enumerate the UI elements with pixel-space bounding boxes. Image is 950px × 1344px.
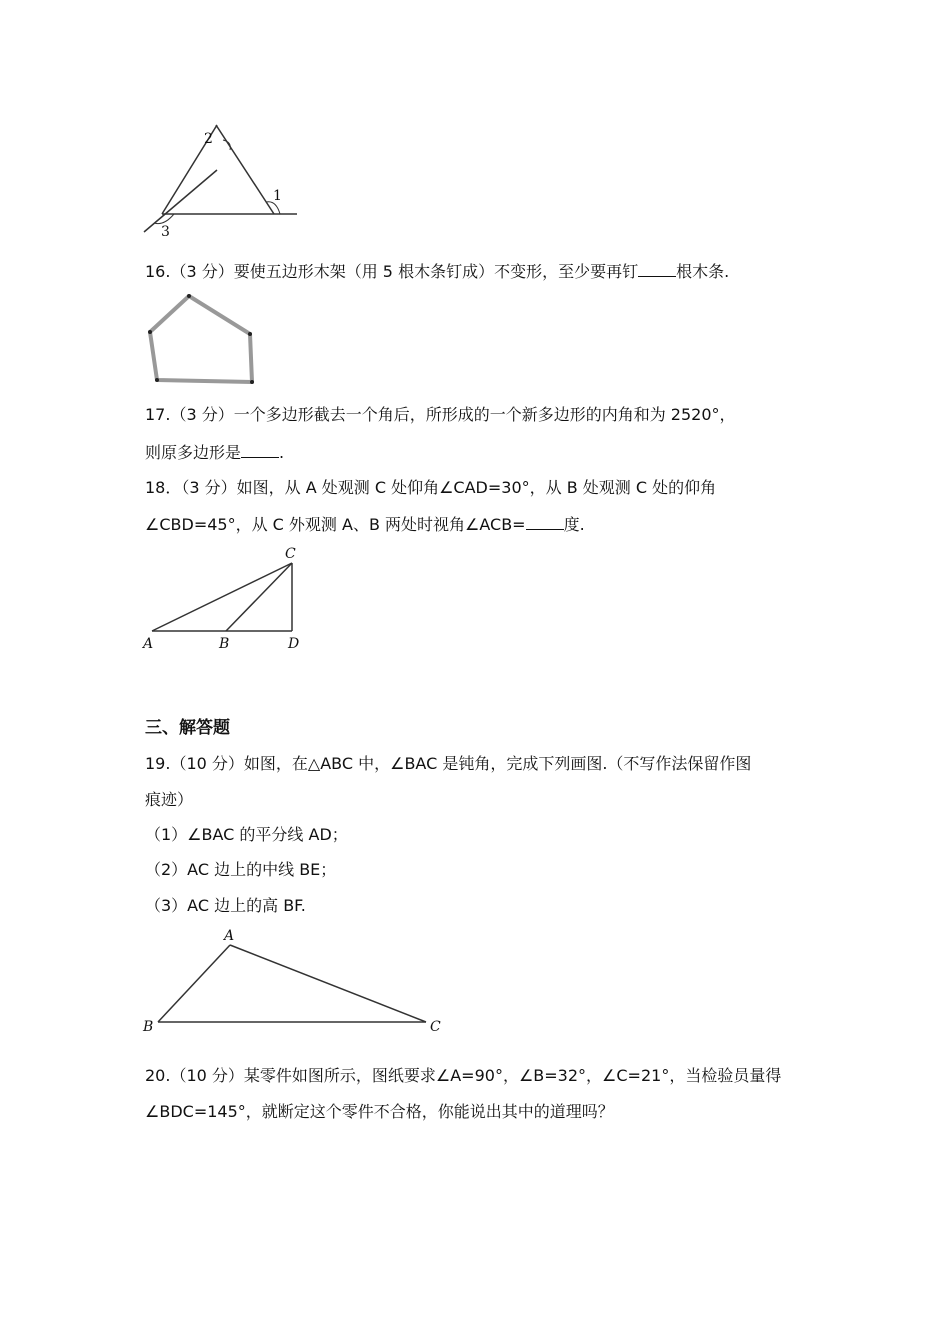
- label-d: D: [288, 636, 300, 652]
- q20-text-2: ∠BDC=145°，就断定这个零件不合格，你能说出其中的道理吗？: [145, 1102, 614, 1121]
- pentagon-vertex: [148, 330, 152, 334]
- label-c: C: [285, 546, 296, 562]
- q17-text-2: 则原多边形是: [145, 443, 242, 462]
- question-17-line-2: [145, 441, 284, 464]
- pentagon-shape: [150, 296, 252, 382]
- q19-text: 19.（10 分）如图，在△ABC 中，∠BAC 是钝角，完成下列画图.（不写作法保留作图: [145, 754, 752, 773]
- figure-triangle-abc: [140, 925, 450, 1035]
- q19-item-2: [145, 859, 336, 881]
- segment-ac: [152, 563, 292, 631]
- question-16: [145, 260, 729, 283]
- q18-suffix: 度.: [563, 515, 585, 534]
- section-title: 三、解答题: [145, 718, 230, 738]
- q19-item-text: （1）∠BAC 的平分线 AD；: [145, 825, 348, 844]
- q17-answer-blank[interactable]: [241, 441, 279, 458]
- label-angle-2: 2: [204, 131, 213, 147]
- question-19-line-1: [145, 753, 751, 775]
- q16-answer-blank[interactable]: [638, 260, 676, 277]
- segment-ac: [230, 945, 426, 1022]
- label-b: B: [143, 1019, 154, 1035]
- section-heading: [145, 717, 230, 739]
- q16-text: 16.（3 分）要使五边形木架（用 5 根木条钉成）不变形，至少要再钉: [145, 262, 639, 281]
- question-18-line-2: [145, 513, 585, 536]
- pentagon-vertex: [250, 380, 254, 384]
- pentagon-vertex: [248, 332, 252, 336]
- question-20-line-1: [145, 1065, 781, 1087]
- q17-text: 17.（3 分）一个多边形截去一个角后，所形成的一个新多边形的内角和为 2520°，: [145, 405, 736, 424]
- segment-bc: [226, 563, 292, 631]
- q19-text-2: 痕迹）: [145, 790, 194, 809]
- label-a: A: [224, 928, 235, 944]
- label-angle-3: 3: [161, 224, 170, 240]
- question-20-line-2: [145, 1101, 614, 1123]
- segment-ab: [158, 945, 230, 1022]
- question-18-line-1: [145, 477, 716, 499]
- q18-text-2: ∠CBD=45°，从 C 外观测 A、B 两处时视角∠ACB=: [145, 515, 526, 534]
- q19-item-text: （2）AC 边上的中线 BE；: [145, 860, 337, 879]
- left-side-upper-segment: [217, 124, 219, 170]
- pentagon-vertex: [187, 294, 191, 298]
- label-c: C: [430, 1019, 441, 1035]
- q19-item-text: （3）AC 边上的高 BF.: [145, 896, 306, 915]
- question-19-line-2: [145, 789, 193, 811]
- pentagon-vertex: [155, 378, 159, 382]
- label-angle-1: 1: [273, 188, 282, 204]
- figure-pentagon-frame: [143, 292, 263, 392]
- q19-item-3: [145, 895, 306, 917]
- label-b: B: [219, 636, 230, 652]
- figure-elevation-triangle: [140, 543, 310, 653]
- q19-item-1: [145, 824, 348, 846]
- figure-triangle-exterior-angles: [140, 122, 300, 242]
- question-17-line-1: [145, 404, 736, 426]
- right-side-segment: [216, 125, 274, 214]
- q20-text: 20.（10 分）某零件如图所示，图纸要求∠A=90°，∠B=32°，∠C=21°，当检验员量得: [145, 1066, 782, 1085]
- label-a: A: [143, 636, 154, 652]
- left-side-segment: [144, 170, 217, 232]
- q18-answer-blank[interactable]: [526, 513, 564, 530]
- q18-text: 18．（3 分）如图，从 A 处观测 C 处仰角∠CAD=30°，从 B 处观测 C 处的仰角: [145, 478, 717, 497]
- q16-suffix: 根木条.: [676, 262, 730, 281]
- q17-suffix: .: [279, 443, 285, 462]
